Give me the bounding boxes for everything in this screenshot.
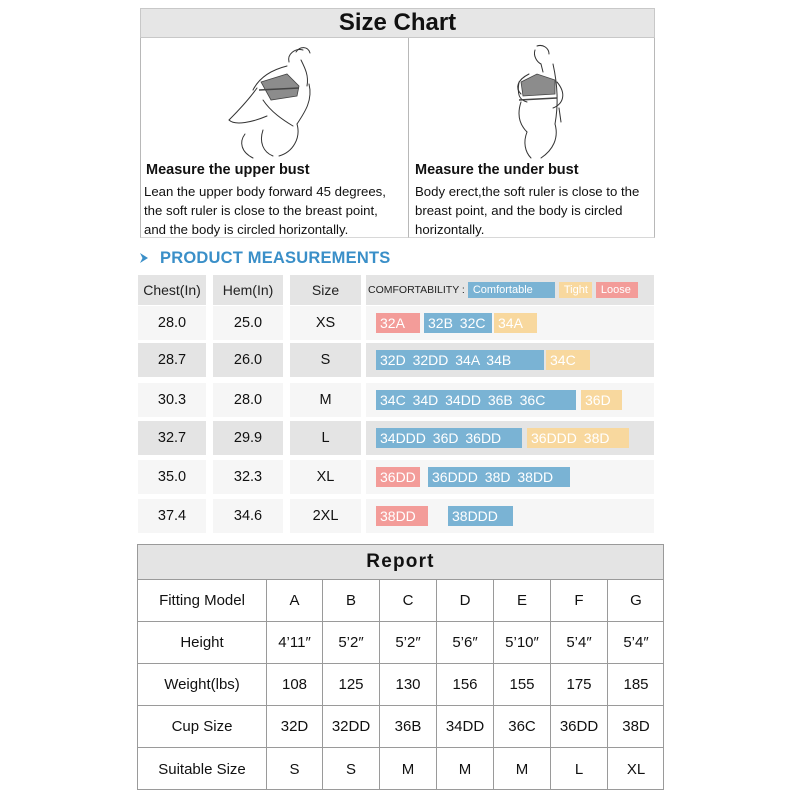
report-cell: 5’10″ bbox=[493, 622, 550, 663]
report-cell: 5’6″ bbox=[436, 622, 493, 663]
measurement-size: S bbox=[290, 343, 361, 377]
fit-chip-comfortable: 34DDD 36D 36DD bbox=[376, 428, 522, 448]
report-cell: 32D bbox=[266, 706, 322, 747]
chevron-right-icon bbox=[138, 252, 150, 264]
report-row bbox=[138, 580, 663, 622]
product-measurements-label: PRODUCT MEASUREMENTS bbox=[160, 248, 391, 267]
measurement-hem: 25.0 bbox=[213, 306, 283, 340]
fit-chip-tight: 34C bbox=[546, 350, 590, 370]
report-row-label: Height bbox=[180, 634, 224, 651]
report-row-label: Cup Size bbox=[171, 718, 233, 735]
report-cell: L bbox=[550, 748, 607, 790]
report-cell: B bbox=[322, 580, 379, 621]
column-header-hem: Hem(In) bbox=[213, 275, 283, 305]
measurement-row bbox=[138, 306, 654, 340]
measurement-hem: 34.6 bbox=[213, 499, 283, 533]
fit-chip-loose: 36DD bbox=[376, 467, 420, 487]
fit-chip-loose: 38DD bbox=[376, 506, 428, 526]
report-cell: 185 bbox=[607, 664, 664, 705]
upper-bust-panel bbox=[140, 38, 408, 238]
report-cell: 5’2″ bbox=[379, 622, 436, 663]
fit-chip-comfortable: 32B 32C bbox=[424, 313, 492, 333]
fit-chip-loose: 32A bbox=[376, 313, 420, 333]
fit-chip-comfortable: 36DDD 38D 38DD bbox=[428, 467, 570, 487]
under-bust-line: breast point, and the body is circled bbox=[415, 203, 623, 218]
report-cell: 130 bbox=[379, 664, 436, 705]
measurement-chest: 32.7 bbox=[138, 421, 206, 455]
report-title: Report bbox=[138, 545, 663, 580]
upper-bust-line: the soft ruler is close to the breast point, bbox=[144, 203, 378, 218]
comfortability-legend bbox=[366, 275, 654, 305]
fit-chip-tight: 36DDD 38D bbox=[527, 428, 629, 448]
report-cell: 36C bbox=[493, 706, 550, 747]
report-cell: D bbox=[436, 580, 493, 621]
measurement-hem: 32.3 bbox=[213, 460, 283, 494]
measurement-chest: 35.0 bbox=[138, 460, 206, 494]
product-measurements-heading bbox=[138, 248, 390, 268]
upper-bust-line: Lean the upper body forward 45 degrees, bbox=[144, 184, 386, 199]
report-row bbox=[138, 706, 663, 748]
measurement-hem: 29.9 bbox=[213, 421, 283, 455]
under-bust-illustration bbox=[457, 42, 607, 160]
report-row bbox=[138, 622, 663, 664]
report-cell: A bbox=[266, 580, 322, 621]
under-bust-line: horizontally. bbox=[415, 222, 485, 237]
report-cell: S bbox=[322, 748, 379, 790]
report-cell: 155 bbox=[493, 664, 550, 705]
report-cell: 4’11″ bbox=[266, 622, 322, 663]
fit-chip-comfortable: 32D 32DD 34A 34B bbox=[376, 350, 544, 370]
measurement-chest: 37.4 bbox=[138, 499, 206, 533]
report-cell: XL bbox=[607, 748, 664, 790]
under-bust-title: Measure the under bust bbox=[415, 162, 579, 178]
report-cell: M bbox=[379, 748, 436, 790]
report-row-label: Weight(lbs) bbox=[164, 676, 240, 693]
comfortability-label: COMFORTABILITY : bbox=[368, 284, 465, 296]
upper-bust-title: Measure the upper bust bbox=[146, 162, 310, 178]
report-cell: M bbox=[493, 748, 550, 790]
report-cell: 36B bbox=[379, 706, 436, 747]
report-row bbox=[138, 664, 663, 706]
legend-loose: Loose bbox=[596, 282, 638, 298]
report-cell: C bbox=[379, 580, 436, 621]
report-cell: M bbox=[436, 748, 493, 790]
report-row bbox=[138, 748, 663, 790]
measurement-size: M bbox=[290, 383, 361, 417]
report-cell: F bbox=[550, 580, 607, 621]
measurement-size: L bbox=[290, 421, 361, 455]
upper-bust-line: and the body is circled horizontally. bbox=[144, 222, 349, 237]
report-cell: 125 bbox=[322, 664, 379, 705]
measurement-size: 2XL bbox=[290, 499, 361, 533]
report-table bbox=[137, 544, 664, 790]
legend-tight: Tight bbox=[559, 282, 592, 298]
report-cell: G bbox=[607, 580, 664, 621]
report-row-label: Fitting Model bbox=[159, 592, 245, 609]
report-cell: 5’4″ bbox=[550, 622, 607, 663]
measurement-row bbox=[138, 499, 654, 533]
report-cell: E bbox=[493, 580, 550, 621]
fit-chip-comfortable: 38DDD bbox=[448, 506, 513, 526]
report-cell: 34DD bbox=[436, 706, 493, 747]
report-cell: 32DD bbox=[322, 706, 379, 747]
measurement-row bbox=[138, 343, 654, 377]
under-bust-line: Body erect,the soft ruler is close to the bbox=[415, 184, 640, 199]
measurement-row bbox=[138, 383, 654, 417]
measurement-chest: 30.3 bbox=[138, 383, 206, 417]
under-bust-description bbox=[415, 182, 655, 239]
fit-chip-tight: 34A bbox=[494, 313, 537, 333]
measurement-hem: 26.0 bbox=[213, 343, 283, 377]
measurement-size: XS bbox=[290, 306, 361, 340]
report-cell: 5’2″ bbox=[322, 622, 379, 663]
report-cell: 108 bbox=[266, 664, 322, 705]
fit-chip-comfortable: 34C 34D 34DD 36B 36C bbox=[376, 390, 576, 410]
legend-comfortable: Comfortable bbox=[468, 282, 555, 298]
upper-bust-description bbox=[144, 182, 406, 239]
measurement-row bbox=[138, 460, 654, 494]
report-cell: 175 bbox=[550, 664, 607, 705]
column-header-chest: Chest(In) bbox=[138, 275, 206, 305]
measurement-chest: 28.7 bbox=[138, 343, 206, 377]
report-cell: S bbox=[266, 748, 322, 790]
measurement-row bbox=[138, 421, 654, 455]
upper-bust-illustration bbox=[201, 42, 351, 160]
report-cell: 36DD bbox=[550, 706, 607, 747]
measurement-size: XL bbox=[290, 460, 361, 494]
fit-chip-tight: 36D bbox=[581, 390, 622, 410]
report-cell: 156 bbox=[436, 664, 493, 705]
report-row-label: Suitable Size bbox=[158, 760, 246, 778]
report-cell: 5’4″ bbox=[607, 622, 664, 663]
size-chart-title: Size Chart bbox=[140, 8, 655, 38]
under-bust-panel bbox=[408, 38, 655, 238]
report-cell: 38D bbox=[607, 706, 664, 747]
measurement-hem: 28.0 bbox=[213, 383, 283, 417]
measurement-chest: 28.0 bbox=[138, 306, 206, 340]
column-header-size: Size bbox=[290, 275, 361, 305]
